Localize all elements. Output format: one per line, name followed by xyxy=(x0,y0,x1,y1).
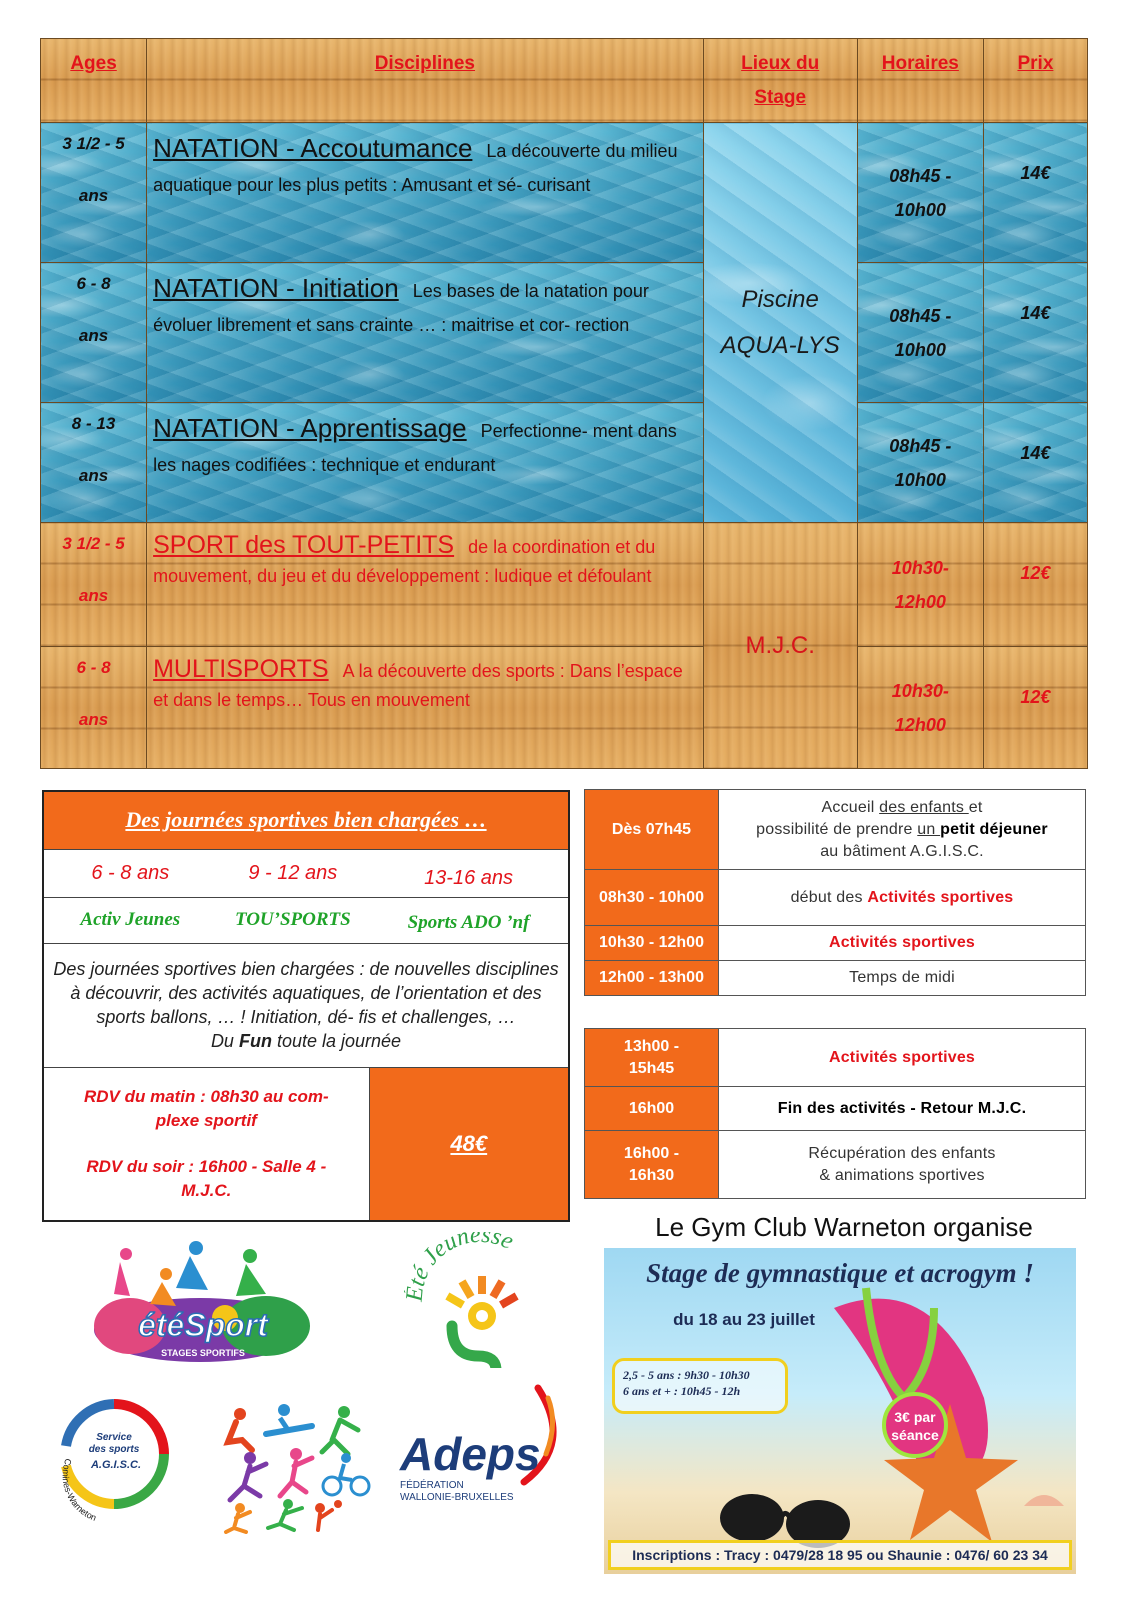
header-lieux-line1: Lieux du xyxy=(741,53,820,74)
discipline-cell xyxy=(147,123,704,263)
horaire-end: 10h00 xyxy=(894,199,946,220)
etesport-logo-sub: STAGES SPORTIFS xyxy=(161,1348,245,1358)
schedule-morning xyxy=(584,789,1086,996)
shell-icon xyxy=(1024,1495,1064,1506)
table-row xyxy=(41,123,1088,263)
poster-slot-1: 2,5 - 5 ans : 9h30 - 10h30 xyxy=(623,1368,750,1382)
schedule-text: Accueil xyxy=(821,798,880,816)
horaire-start: 10h30- xyxy=(891,557,949,578)
prix-cell: 12€ xyxy=(983,523,1087,647)
schedule-text: un xyxy=(917,820,941,838)
poster-inscriptions: Inscriptions : Tracy : 0479/28 18 95 ou Shaunie : 0476/ 60 23 34 xyxy=(608,1540,1072,1570)
etesport-logo-text: étéSport xyxy=(138,1307,268,1343)
schedule-text: au bâtiment A.G.I.S.C. xyxy=(820,842,984,860)
pictogram-football xyxy=(228,1408,252,1450)
discipline-desc: La découverte du milieu aquatique pour les plus petits : Amusant et sé- curisant xyxy=(153,141,678,195)
age-range: 3 1/2 - 5 xyxy=(62,134,125,153)
gym-poster xyxy=(604,1248,1076,1574)
journees-age-1: 6 - 8 ans xyxy=(43,849,217,897)
age-range: 3 1/2 - 5 xyxy=(62,534,125,553)
discipline-desc: de la coordination et du mouvement, du jeu et du développement : ludique et défoulant xyxy=(153,537,656,586)
lieu-piscine xyxy=(703,123,857,523)
schedule-text: Activités sportives xyxy=(828,934,976,951)
schedule-desc xyxy=(719,1087,1086,1131)
schedule-text: possibilité de prendre xyxy=(756,820,918,838)
schedule-time: 10h30 - 12h00 xyxy=(585,926,719,961)
pictogram-cyclist xyxy=(323,1453,369,1495)
age-range: 6 - 8 xyxy=(76,658,111,677)
age-cell xyxy=(41,123,147,263)
schedule-text: Récupération des enfants xyxy=(808,1144,996,1162)
schedule-time-end: 16h30 xyxy=(628,1166,675,1184)
age-cell xyxy=(41,647,147,769)
poster-price-line1: 3€ par xyxy=(894,1409,936,1425)
horaire-end: 12h00 xyxy=(894,591,946,612)
schedule-afternoon xyxy=(584,1028,1086,1199)
rdv-morning: RDV du matin : 08h30 au com- plexe sportif xyxy=(83,1086,329,1130)
adeps-text: Adeps xyxy=(400,1428,541,1480)
prix-cell: 12€ xyxy=(983,647,1087,769)
schedule-desc: Temps de midi xyxy=(719,961,1086,996)
age-cell xyxy=(41,403,147,523)
horaire-end: 12h00 xyxy=(894,714,946,735)
lieu-piscine-line2: AQUA-LYS xyxy=(720,331,840,359)
journees-description xyxy=(43,943,569,1067)
schedule-desc xyxy=(719,1029,1086,1087)
horaire-start: 08h45 - xyxy=(889,435,952,456)
agisc-line1: Service xyxy=(96,1432,132,1443)
age-unit: ans xyxy=(78,186,109,205)
program-activ-jeunes: Activ Jeunes xyxy=(43,897,217,943)
discipline-desc: A la découverte des sports : Dans l’espace et dans le temps… Tous en mouvement xyxy=(153,661,683,710)
pictogram-volleyball xyxy=(315,1500,342,1530)
header-ages: Ages xyxy=(41,39,147,123)
age-cell xyxy=(41,263,147,403)
agisc-ring-text: Comines-Warneton xyxy=(60,1457,98,1523)
adeps-logo xyxy=(398,1384,568,1508)
rdv-evening: RDV du soir : 16h00 - Salle 4 - M.J.C. xyxy=(86,1156,327,1200)
pictogram-gymnast xyxy=(230,1452,266,1500)
schedule-desc xyxy=(719,870,1086,926)
discipline-title: SPORT des TOUT-PETITS xyxy=(153,531,455,559)
table-row xyxy=(41,263,1088,403)
ete-jeunesse-logo xyxy=(404,1232,554,1368)
table-row xyxy=(41,523,1088,647)
horaire-cell xyxy=(857,403,983,523)
journees-title: Des journées sportives bien chargées … xyxy=(43,791,569,849)
pictogram-runner xyxy=(226,1503,250,1532)
schedule-time: 16h00 xyxy=(585,1087,719,1131)
journees-fun-bold: Fun xyxy=(238,1031,272,1051)
header-lieux xyxy=(703,39,857,123)
poster-schedule xyxy=(612,1358,788,1414)
schedule-time: 12h00 - 13h00 xyxy=(585,961,719,996)
agisc-logo xyxy=(52,1396,172,1526)
adeps-sub1: FÉDÉRATION xyxy=(400,1480,464,1491)
discipline-cell xyxy=(147,263,704,403)
horaire-start: 08h45 - xyxy=(889,165,952,186)
age-unit: ans xyxy=(78,586,109,605)
journees-age-3: 13-16 ans xyxy=(369,849,569,897)
discipline-title: NATATION - Apprentissage xyxy=(153,413,467,443)
schedule-text: Fin des activités - Retour M.J.C. xyxy=(777,1099,1027,1117)
schedule-desc xyxy=(719,790,1086,870)
horaire-end: 10h00 xyxy=(894,469,946,490)
discipline-cell xyxy=(147,647,704,769)
age-unit: ans xyxy=(78,326,109,345)
discipline-title: MULTISPORTS xyxy=(153,655,329,683)
sports-pictograms xyxy=(222,1400,372,1534)
lieu-piscine-line1: Piscine xyxy=(741,285,819,313)
journees-fun-post: toute la journée xyxy=(271,1031,402,1051)
age-cell xyxy=(41,523,147,647)
age-unit: ans xyxy=(78,710,109,729)
prix-cell: 14€ xyxy=(983,263,1087,403)
header-disciplines: Disciplines xyxy=(147,39,704,123)
schedule-time-start: 13h00 - xyxy=(623,1037,680,1055)
table-row xyxy=(41,403,1088,523)
gym-club-title: Le Gym Club Warneton organise xyxy=(655,1212,1033,1242)
schedule-text: Activités sportives xyxy=(828,1048,976,1066)
discipline-desc: Perfectionne- ment dans les nages codifiées : technique et endurant xyxy=(153,421,677,475)
schedule-text: Activités sportives xyxy=(867,888,1014,906)
horaire-cell xyxy=(857,123,983,263)
discipline-desc: Les bases de la natation pour évoluer librement et sans crainte … : maitrise et cor- rection xyxy=(153,281,649,335)
discipline-cell xyxy=(147,523,704,647)
stages-table xyxy=(40,38,1088,769)
program-sports-ado: Sports ADO ’nf xyxy=(369,897,569,943)
horaire-cell xyxy=(857,263,983,403)
horaire-start: 08h45 - xyxy=(889,305,952,326)
horaire-start: 10h30- xyxy=(891,680,949,701)
table-row xyxy=(41,647,1088,769)
adeps-sub2: WALLONIE-BRUXELLES xyxy=(400,1492,514,1503)
poster-dates: du 18 au 23 juillet xyxy=(673,1310,815,1329)
discipline-title: NATATION - Accoutumance xyxy=(153,133,473,163)
schedule-desc xyxy=(719,926,1086,961)
header-lieux-line2: Stage xyxy=(754,87,807,108)
header-horaires: Horaires xyxy=(857,39,983,123)
agisc-line2: des sports xyxy=(88,1444,140,1455)
schedule-time: Dès 07h45 xyxy=(585,790,719,870)
schedule-text: des enfants xyxy=(879,798,969,816)
age-unit: ans xyxy=(78,466,109,485)
program-tousports: TOU’SPORTS xyxy=(217,897,370,943)
journees-fun-pre: Du xyxy=(210,1031,239,1051)
pictogram-athlete xyxy=(322,1406,358,1454)
age-range: 6 - 8 xyxy=(76,274,111,293)
etesport-logo xyxy=(90,1234,316,1368)
schedule-time xyxy=(585,1131,719,1199)
poster-title: Stage de gymnastique et acrogym ! xyxy=(646,1258,1034,1288)
journees-sportives-box xyxy=(42,790,570,1222)
poster-price-badge xyxy=(882,1392,948,1458)
schedule-time-start: 16h00 - xyxy=(623,1144,680,1162)
schedule-desc xyxy=(719,1131,1086,1199)
agisc-line3: A.G.I.S.C. xyxy=(90,1459,142,1471)
discipline-title: NATATION - Initiation xyxy=(153,273,399,303)
schedule-time-end: 15h45 xyxy=(628,1059,675,1077)
horaire-cell xyxy=(857,647,983,769)
schedule-text: et xyxy=(968,798,983,816)
schedule-text: petit déjeuner xyxy=(940,820,1048,838)
header-prix: Prix xyxy=(983,39,1087,123)
journees-desc-text: Des journées sportives bien chargées : de nouvelles disciplines à découvrir, des activités aquatiques, de l’orientation et des sports ballons, … ! Initiation, dé- fis et challenges, … xyxy=(53,959,559,1027)
lieu-mjc: M.J.C. xyxy=(703,523,857,769)
discipline-cell xyxy=(147,403,704,523)
age-range: 8 - 13 xyxy=(71,414,116,433)
ete-jeunesse-text: Été Jeunesse xyxy=(404,1232,518,1303)
schedule-text: & animations sportives xyxy=(819,1166,985,1184)
journees-price: 48€ xyxy=(369,1067,569,1221)
prix-cell: 14€ xyxy=(983,123,1087,263)
prix-cell: 14€ xyxy=(983,403,1087,523)
schedule-time xyxy=(585,1029,719,1087)
pictogram-dancer xyxy=(280,1448,312,1496)
journees-age-2: 9 - 12 ans xyxy=(217,849,370,897)
pictogram-kayak xyxy=(266,1404,312,1434)
journees-rdv xyxy=(43,1067,369,1221)
poster-price-line2: séance xyxy=(891,1427,939,1443)
poster-slot-2: 6 ans et + : 10h45 - 12h xyxy=(623,1384,741,1398)
schedule-text: début des xyxy=(790,888,868,906)
horaire-cell xyxy=(857,523,983,647)
horaire-end: 10h00 xyxy=(894,339,946,360)
schedule-time: 08h30 - 10h00 xyxy=(585,870,719,926)
pictogram-skater xyxy=(268,1499,302,1530)
